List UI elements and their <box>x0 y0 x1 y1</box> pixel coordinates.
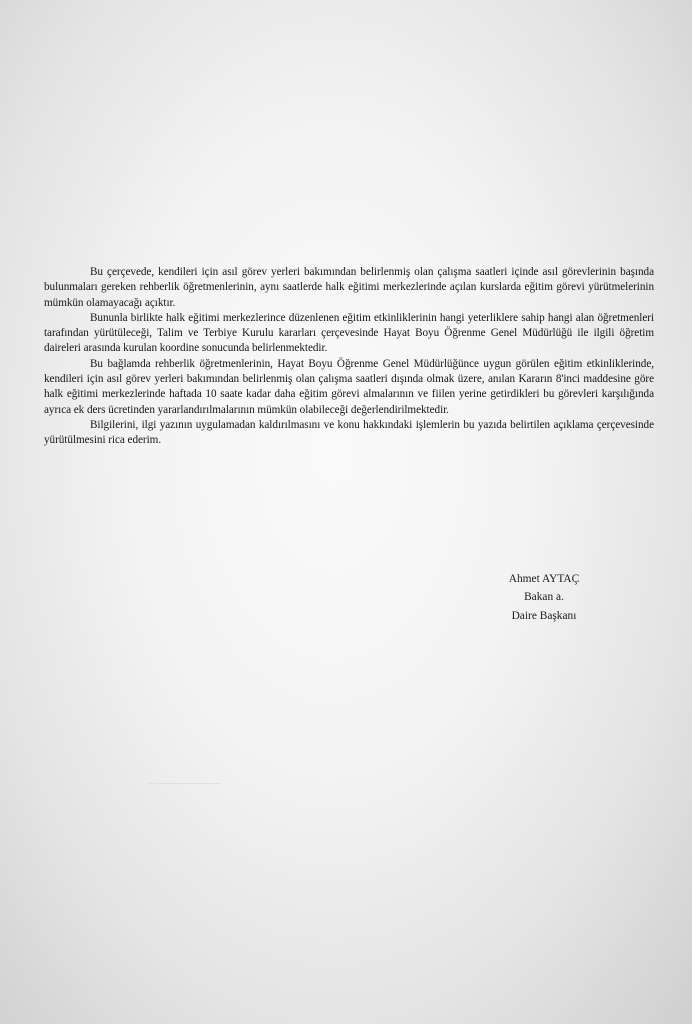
signatory-title: Daire Başkanı <box>511 609 577 622</box>
paragraph-4: Bilgilerini, ilgi yazının uygulamadan kaldırılmasını ve konu hakkındaki işlemlerin bu yazıda belirtilen açıklama çerçevesinde yürütülmesini rica ederim. <box>44 418 654 447</box>
letter-body <box>44 265 654 449</box>
paragraph-3: Bu bağlamda rehberlik öğretmenlerinin, Hayat Boyu Öğrenme Genel Müdürlüğünce uygun görülen eğitim etkinliklerinde, kendileri için asıl görev yerleri bakımından belirlenmiş olan çalışma saatleri dışında olmak üzere, anılan Kararın 8'inci maddesine göre halk eğitimi merkezlerinde haftada 10 saate kadar daha eğitim görevi almalarının ve fiilen yerine getirdikleri bu görevleri karşılığında ayrıca ek ders ücretinden yararlandırılmalarının mümkün olabileceği değerlendirilmektedir. <box>44 357 654 416</box>
signature-block <box>478 570 610 625</box>
signatory-name: Ahmet AYTAÇ <box>508 573 580 585</box>
signatory-on-behalf: Bakan a. <box>524 591 564 604</box>
scan-artifact-line <box>148 783 220 784</box>
paragraph-1: Bu çerçevede, kendileri için asıl görev yerleri bakımından belirlenmiş olan çalışma saatleri içinde asıl görevlerinin başında bulunmaları gereken rehberlik öğretmenlerinin, aynı saatlerde halk eğitimi merkezlerinde açılan kurslarda eğitim görevi yürütmelerinin mümkün olamayacağı açıktır. <box>44 266 654 309</box>
paragraph-2: Bununla birlikte halk eğitimi merkezlerince düzenlenen eğitim etkinliklerinin hangi yeterliklere sahip hangi alan öğretmenleri tarafından yürütüleceği, Talim ve Terbiye Kurulu kararları çerçevesinde Hayat Boyu Öğrenme Genel Müdürlüğü ile ilgili öğretim daireleri arasında kurulan koordine sonucunda belirlenmektedir. <box>44 311 654 355</box>
